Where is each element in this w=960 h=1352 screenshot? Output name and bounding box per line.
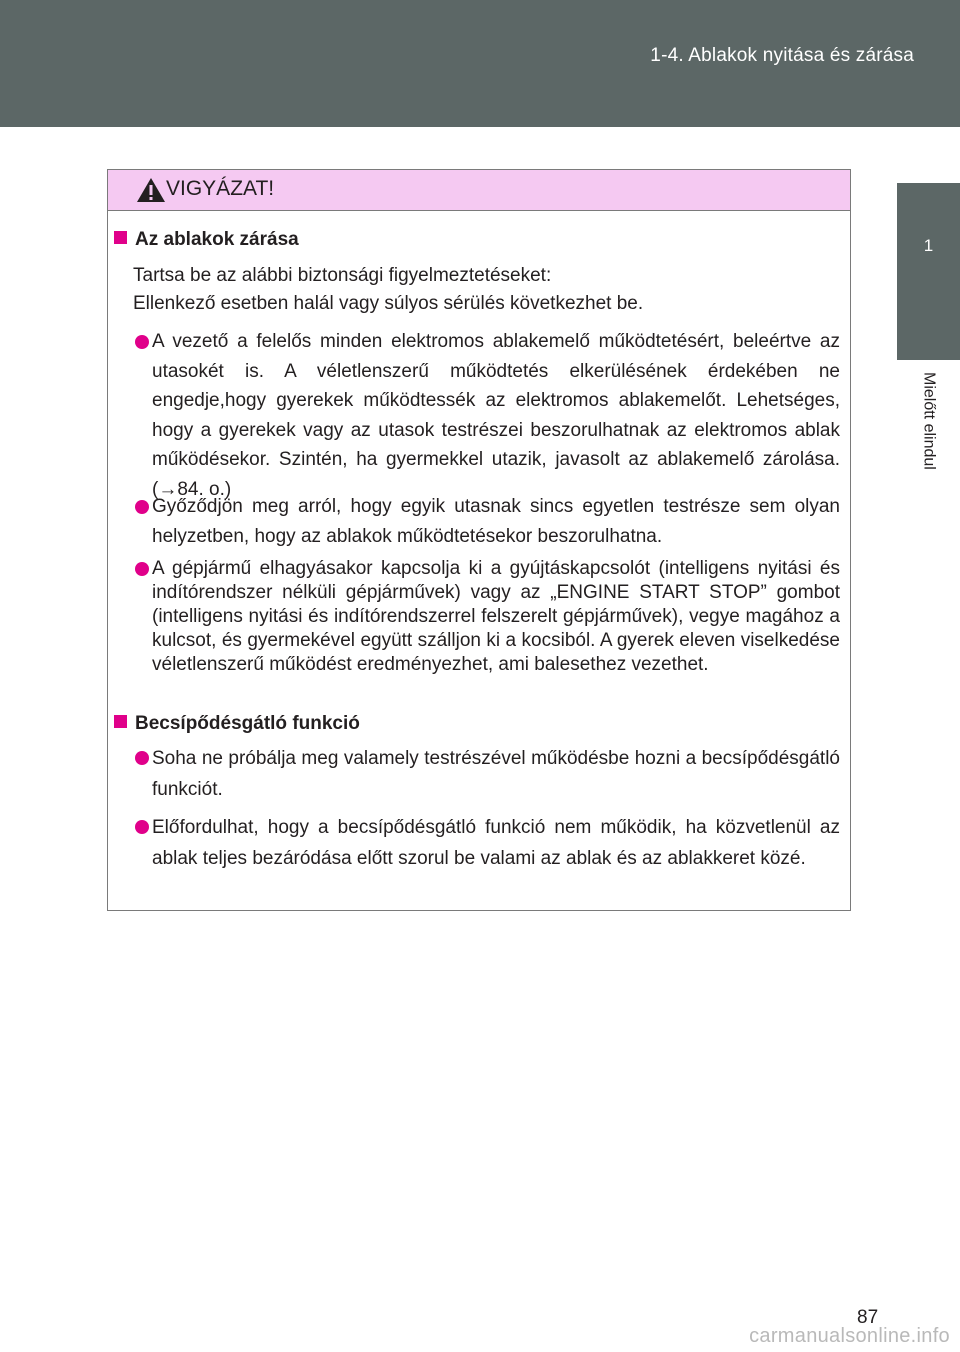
chapter-label [897, 372, 960, 502]
bullet-item: Előfordulhat, hogy a becsípődésgátló funkció nem működik, ha közvetlenül az ablak teljes bezáródása előtt szorul be valami az ablak és az ablakkeret közé. [133, 812, 840, 874]
watermark: carmanualsonline.info [749, 1325, 950, 1347]
chapter-tab [897, 183, 960, 360]
warning-header [108, 170, 850, 211]
bullet-item: A gépjármű elhagyásakor kapcsolja ki a gyújtáskapcsolót (intelligens nyitási és indítórendszer nélküli gépjárművek) vagy az „ENGINE START STOP” gombot (intelligens nyitási és indítórendszerrel felszerelt gépjárművek), vegye magához a kulcsot, és gyermekével együtt szálljon ki a kocsiból. A gyerek eleven viselkedése véletlenszerű működést eredményezhet, ami balesethez vezethet. [133, 557, 840, 677]
section-heading: Becsípődésgátló funkció [114, 710, 360, 738]
page-header [0, 0, 960, 127]
chapter-label-text: Mielőtt elindul [920, 372, 938, 470]
intro-line: Tartsa be az alábbi biztonsági figyelmeztetéseket: [133, 265, 552, 286]
round-bullet-icon [135, 820, 149, 834]
page-number: 87 [857, 1307, 879, 1328]
warning-box [107, 169, 851, 911]
square-bullet-icon [114, 715, 127, 728]
bullet-item: Soha ne próbálja meg valamely testrészével működésbe hozni a becsípődésgátló funkciót. [133, 743, 840, 805]
round-bullet-icon [135, 751, 149, 765]
round-bullet-icon [135, 335, 149, 349]
bullet-item: A vezető a felelős minden elektromos ablakemelő működtetésért, beleértve az utasokét is. A véletlenszerű működtetés elkerülésének érdekében ne engedje,hogy gyerekek működtessék az elektromos ablakemelőt. Lehetséges, hogy a gyerekek vagy az utasok testrészei beszorulhatnak az elektromos ablak működésekor. Szintén, ha gyermekkel utazik, javasolt az ablakemelő zárolása. (→84. o.) [133, 327, 840, 504]
round-bullet-icon [135, 562, 149, 576]
intro-line: Ellenkező esetben halál vagy súlyos sérülés következhet be. [133, 293, 644, 314]
bullet-item: Győződjön meg arról, hogy egyik utasnak sincs egyetlen testrésze sem olyan helyzetben, hogy az ablakok működtetésekor beszorulhatna. [133, 492, 840, 551]
warning-title: VIGYÁZAT! [166, 177, 275, 200]
section-title: 1-4. Ablakok nyitása és zárása [650, 45, 914, 66]
warning-triangle-icon [135, 176, 167, 204]
square-bullet-icon [114, 231, 127, 244]
chapter-number: 1 [923, 236, 934, 255]
round-bullet-icon [135, 500, 149, 514]
section-heading: Az ablakok zárása [114, 226, 299, 254]
